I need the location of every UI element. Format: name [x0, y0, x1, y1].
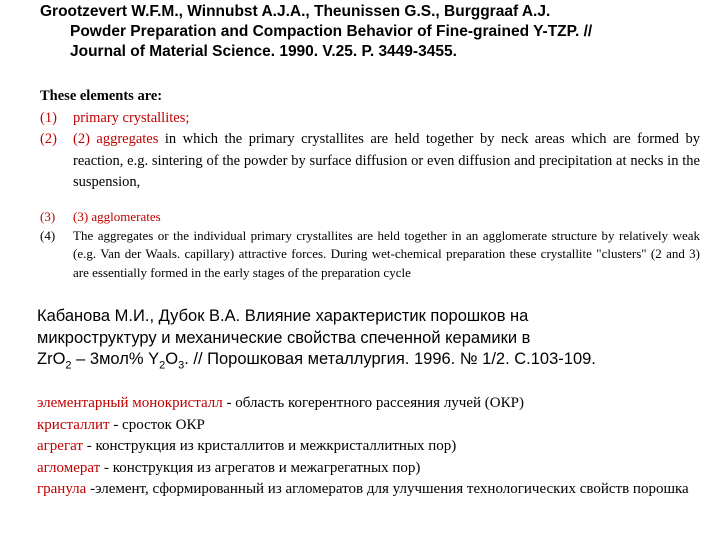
definition-row: [37, 415, 707, 437]
item-text: in which the primary crystallites are held together by neck areas which are formed by reaction, e.g. sintering of the powder by surface diffusion or even diffusion and precipitation at necks in the suspension,: [73, 131, 700, 190]
item-text: The aggregates or the individual primary crystallites are held together in an agglomerate structure by relatively weak (e.g. Van der Waals. capillary) attractive forces. During wet-chemical preparation these crystallite "clusters" (2 and 3) are essentially formed in the early stages of the preparation cycle: [73, 227, 700, 280]
formula-zro: ZrO: [37, 350, 66, 368]
item-number: (3): [40, 209, 56, 224]
ref2-line3: [37, 349, 707, 377]
list-item-agglomerates: [40, 208, 700, 227]
definition-row: [37, 458, 707, 480]
item-term: (2) aggregates: [73, 131, 159, 147]
subscript: 3: [178, 359, 185, 372]
definitions-list: [37, 393, 707, 501]
definition-term: агломерат: [37, 459, 101, 476]
elements-header: These elements are:: [40, 88, 163, 104]
item-text: primary crystallites;: [73, 109, 190, 126]
list-item-aggregates: [40, 129, 700, 194]
ref2-line2: микроструктуру и механические свойства спеченной керамики в: [37, 328, 531, 347]
item-text: (3) agglomerates: [73, 209, 161, 224]
definition-row: [37, 436, 707, 458]
item-number: (1): [40, 109, 57, 126]
ref1-line2: Powder Preparation and Compaction Behavior of Fine-grained Y-TZP. //: [70, 23, 593, 40]
definition-row: [37, 393, 707, 415]
definition-row: [37, 479, 707, 501]
definition-text: - область когерентного рассеяния лучей (ОКР): [222, 395, 524, 411]
subscript: 2: [159, 359, 166, 372]
formula-o: O: [165, 350, 179, 368]
definition-text: -элемент, сформированный из агломератов для улучшения технологических свойств порошка: [86, 481, 689, 497]
formula-dash: – 3мол% Y: [71, 350, 160, 368]
subscript: 2: [65, 359, 72, 372]
definition-term: агрегат: [37, 438, 83, 454]
elements-list: [40, 86, 700, 194]
item-number: (2): [40, 131, 57, 147]
ref2-line1: Кабанова М.И., Дубок В.А. Влияние характеристик порошков на: [37, 307, 529, 325]
reference-kabanova: [37, 306, 707, 377]
definition-term: гранула: [37, 481, 87, 497]
definition-text: - конструкция из кристаллитов и межкристаллитных пор): [82, 438, 457, 454]
definition-term: кристаллит: [37, 416, 110, 433]
ref1-line1: Grootzevert W.F.M., Winnubst A.J.A., Theunissen G.S., Burggraaf A.J.: [40, 3, 551, 20]
elements-list-continued: [40, 208, 700, 282]
definition-text: - сросток ОКР: [109, 416, 205, 433]
definition-term: элементарный монокристалл: [37, 395, 223, 411]
reference-grootzevert: [40, 2, 710, 62]
list-item-structure: [40, 227, 700, 283]
definition-text: - конструкция из агрегатов и межагрегатных пор): [100, 459, 421, 476]
ref1-line3: Journal of Material Science. 1990. V.25. P. 3449-3455.: [70, 43, 457, 60]
list-item-primary-crystallites: [40, 108, 700, 130]
ref2-rest: . // Порошковая металлургия. 1996. № 1/2. С.103-109.: [184, 350, 596, 368]
item-number: (4): [40, 227, 56, 243]
